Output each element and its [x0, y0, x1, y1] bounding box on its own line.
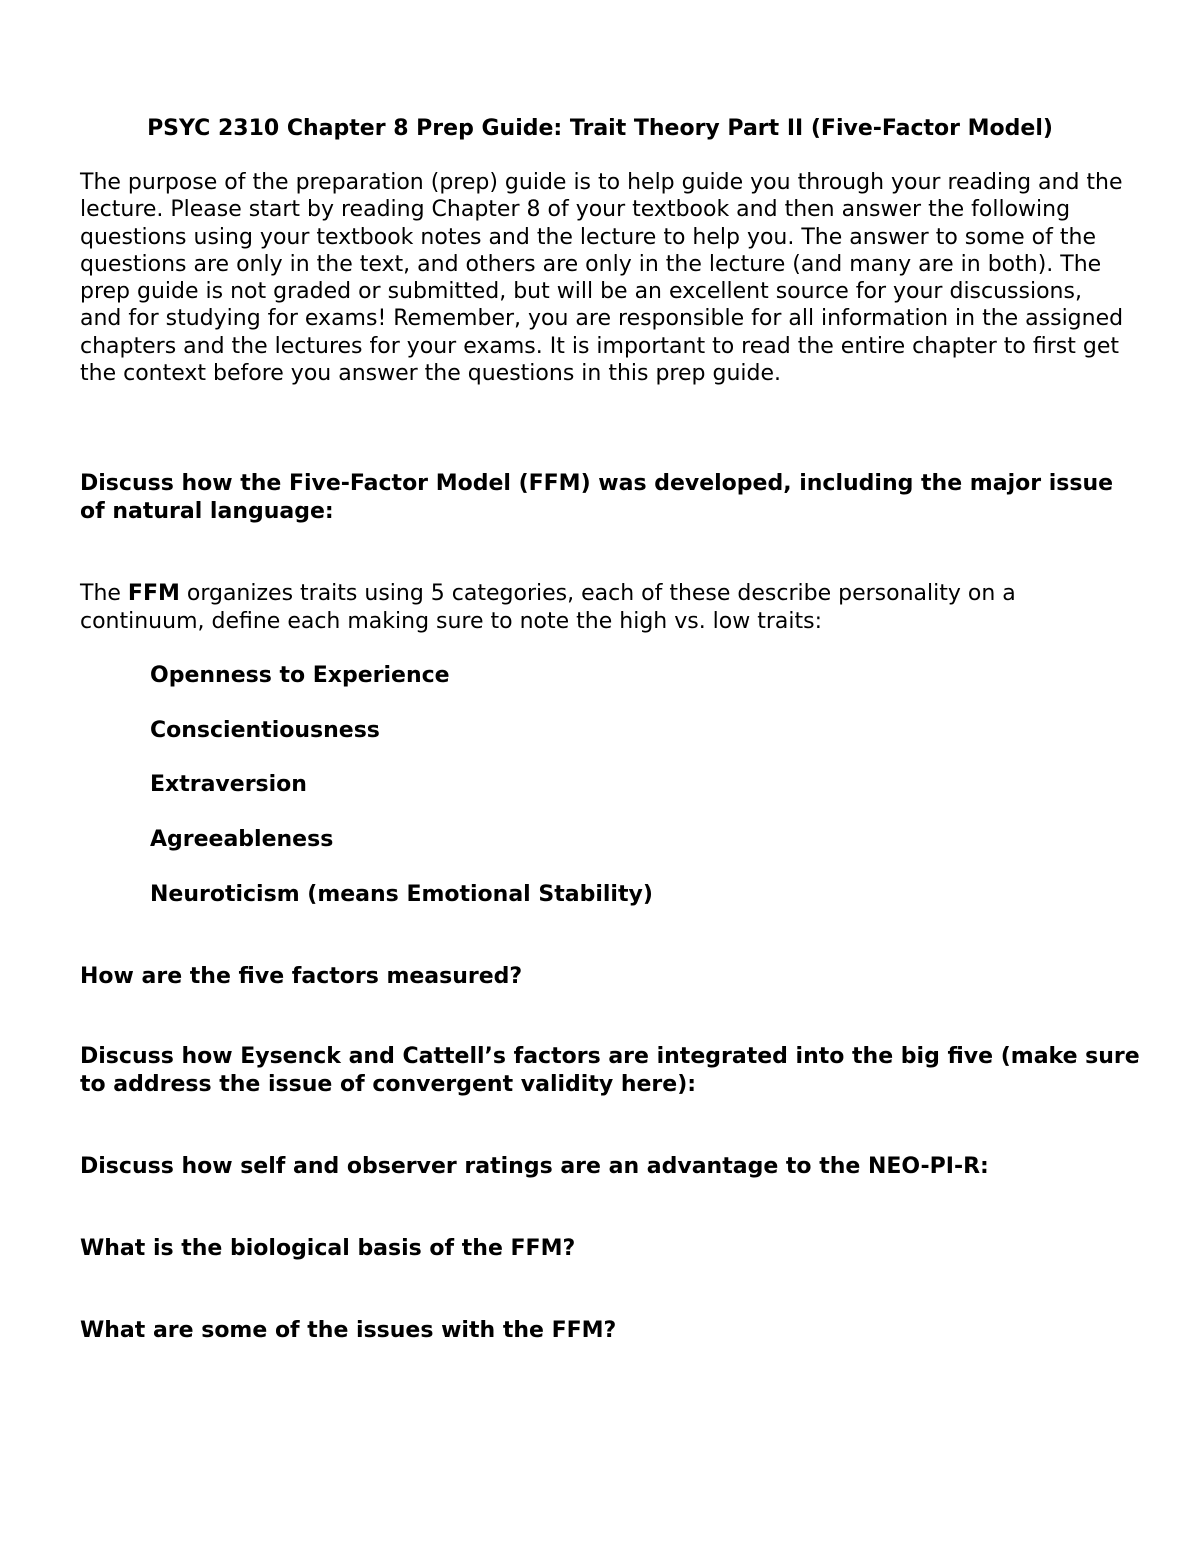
factor-conscientiousness: Conscientiousness: [150, 718, 380, 743]
factor-agreeableness: Agreeableness: [150, 827, 334, 852]
ffm-intro-suffix: organizes traits using 5 categories, each of these describe personality on a continuum, define each making sure to note the high vs. low traits:: [80, 581, 1016, 634]
factor-neuroticism: Neuroticism (means Emotional Stability): [150, 882, 653, 907]
question-eysenck-cattell: Discuss how Eysenck and Cattell’s factors are integrated into the big five (make sure to address the issue of convergent validity here):: [80, 1044, 1140, 1097]
question-biological-basis: What is the biological basis of the FFM?: [80, 1236, 576, 1261]
question-issues: What are some of the issues with the FFM?: [80, 1318, 617, 1343]
factor-openness: Openness to Experience: [150, 663, 450, 688]
question-measurement: How are the five factors measured?: [80, 964, 523, 989]
ffm-acronym: FFM: [127, 581, 180, 606]
question-development: Discuss how the Five-Factor Model (FFM) was developed, including the major issue of natural language:: [80, 471, 1114, 524]
ffm-intro-paragraph: [80, 580, 1140, 636]
factor-extraversion: Extraversion: [150, 772, 307, 797]
question-self-observer: Discuss how self and observer ratings are an advantage to the NEO-PI-R:: [80, 1154, 989, 1179]
ffm-intro-prefix: The: [80, 581, 128, 606]
page-title: PSYC 2310 Chapter 8 Prep Guide: Trait Theory Part II (Five-Factor Model): [147, 116, 1053, 141]
intro-paragraph: The purpose of the preparation (prep) guide is to help guide you through your reading and the lecture. Please start by reading Chapter 8 of your textbook and then answer the following questions using your textbook notes and the lecture to help you. The answer to some of the questions are only in the text, and others are only in the lecture (and many are in both). The prep guide is not graded or submitted, but will be an excellent source for your discussions, and for studying for exams! Remember, you are responsible for all information in the assigned chapters and the lectures for your exams. It is important to read the entire chapter to first get the context before you answer the questions in this prep guide.: [80, 170, 1124, 387]
